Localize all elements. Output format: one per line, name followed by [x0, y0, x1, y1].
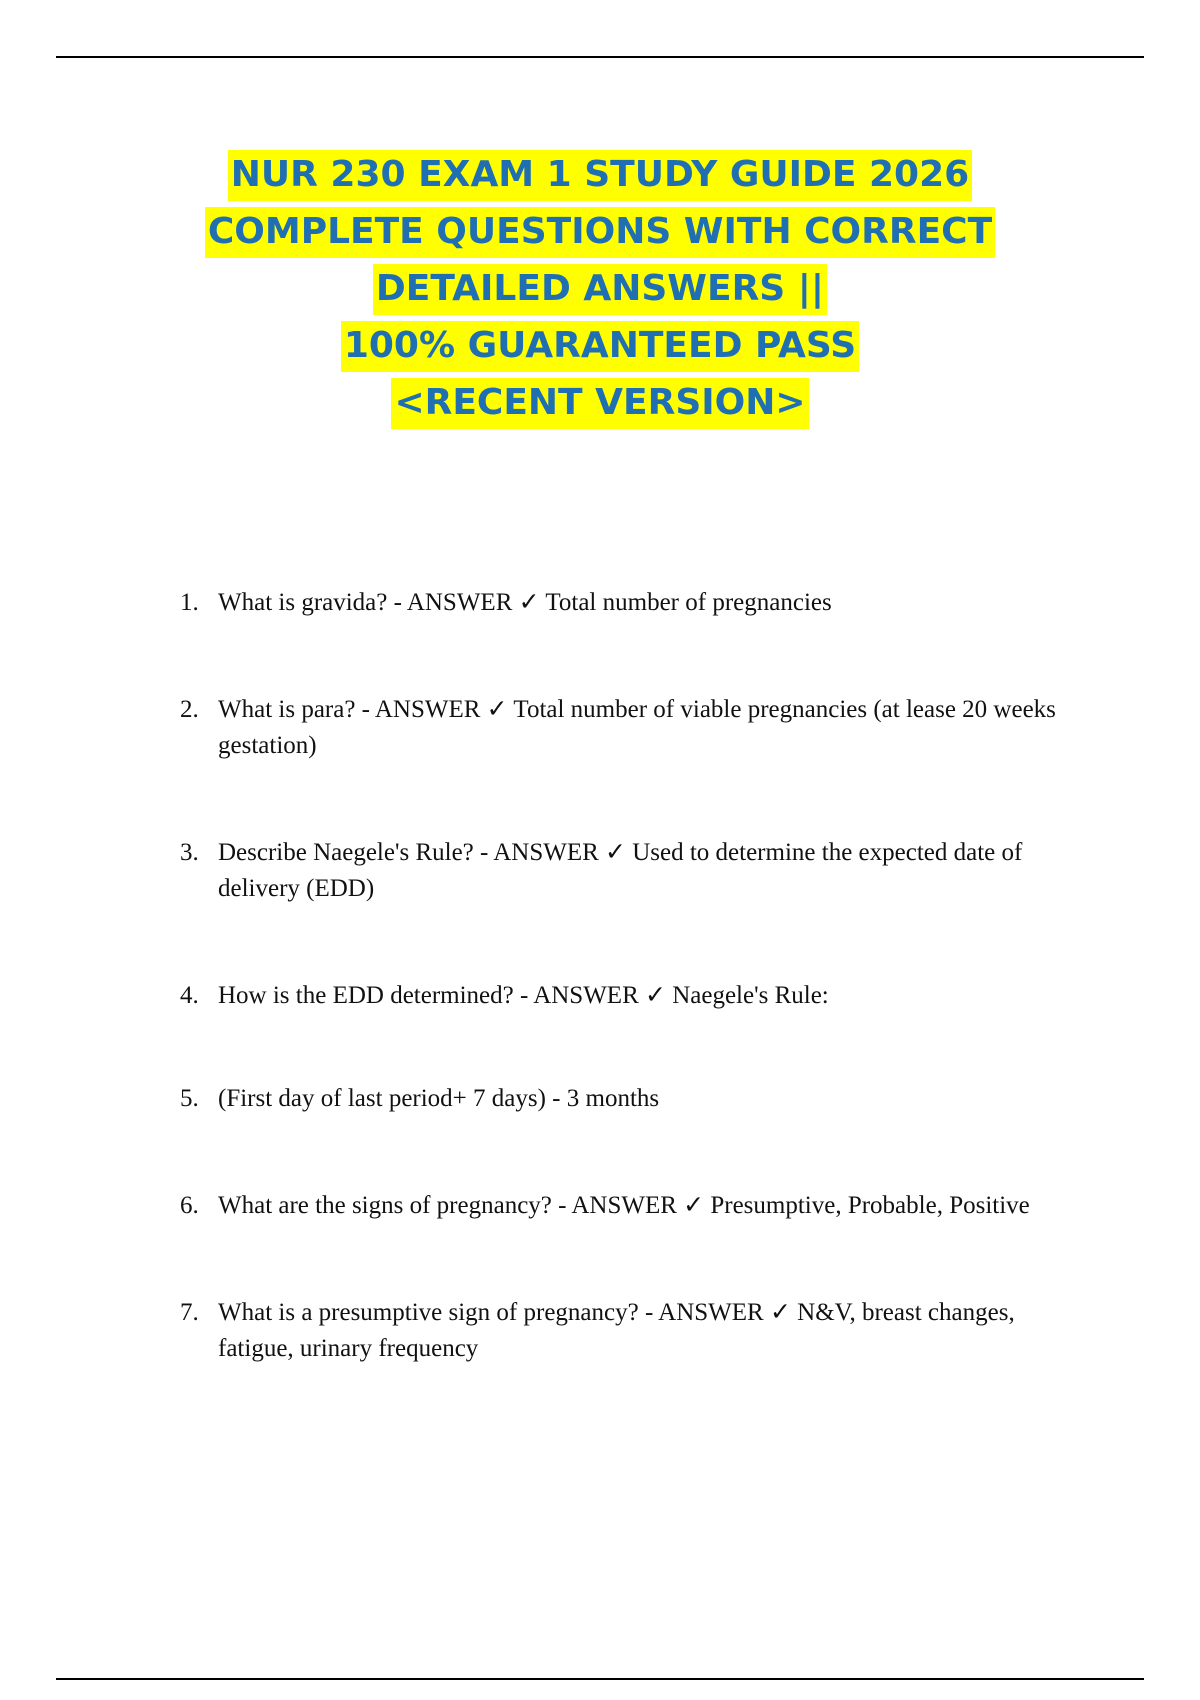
list-item	[180, 1188, 1080, 1224]
item-number: 1.	[180, 589, 199, 616]
list-item	[180, 1295, 1080, 1367]
list-item	[180, 835, 1080, 907]
document-title	[0, 146, 1200, 431]
item-text: How is the EDD determined? - ANSWER ✓ Naegele's Rule:	[218, 982, 829, 1009]
title-line-5	[0, 374, 1200, 431]
item-text: What is gravida? - ANSWER ✓ Total number of pregnancies	[218, 589, 832, 616]
title-text-2: COMPLETE QUESTIONS WITH CORRECT	[205, 207, 995, 258]
title-line-3	[0, 260, 1200, 317]
item-number: 5.	[180, 1085, 199, 1112]
list-item	[180, 978, 1080, 1014]
item-number: 2.	[180, 696, 199, 723]
title-text-1: NUR 230 EXAM 1 STUDY GUIDE 2026	[228, 150, 972, 201]
list-item	[180, 585, 1080, 621]
item-text: (First day of last period+ 7 days) - 3 months	[218, 1085, 660, 1112]
list-item	[180, 1081, 1080, 1117]
list-item	[180, 692, 1080, 764]
item-number: 4.	[180, 982, 199, 1009]
item-text: What is a presumptive sign of pregnancy? - ANSWER ✓ N&V, breast changes, fatigue, urinary frequency	[218, 1299, 1015, 1362]
item-text: What is para? - ANSWER ✓ Total number of viable pregnancies (at lease 20 weeks gestation)	[218, 696, 1056, 759]
item-number: 7.	[180, 1299, 199, 1326]
title-line-4	[0, 317, 1200, 374]
item-number: 3.	[180, 839, 199, 866]
bottom-rule	[56, 1678, 1144, 1680]
title-line-1	[0, 146, 1200, 203]
title-text-4: 100% GUARANTEED PASS	[341, 321, 859, 372]
item-text: What are the signs of pregnancy? - ANSWER ✓ Presumptive, Probable, Positive	[218, 1192, 1030, 1219]
title-text-3: DETAILED ANSWERS ||	[373, 264, 827, 315]
question-list	[180, 585, 1080, 1367]
item-number: 6.	[180, 1192, 199, 1219]
title-line-2	[0, 203, 1200, 260]
title-text-5: <RECENT VERSION>	[391, 378, 808, 429]
item-text: Describe Naegele's Rule? - ANSWER ✓ Used to determine the expected date of delivery (EDD)	[218, 839, 1023, 902]
top-rule	[56, 56, 1144, 58]
